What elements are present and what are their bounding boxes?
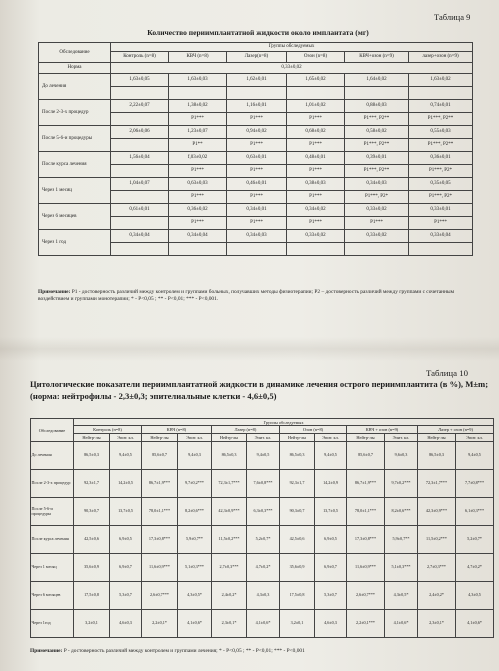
table9-cell-value: 2,22±0,07 <box>111 100 169 113</box>
table10-row <box>31 470 494 498</box>
table10-cell: 2,4±0,2* <box>212 582 247 610</box>
table9-cell-significance: P1*** <box>169 191 227 204</box>
table10-group-header: Озон (n=8) <box>280 426 347 434</box>
table9-cell-value: 0,33±0,02 <box>287 230 345 243</box>
table10-cell: 4,7±0,2* <box>247 554 280 582</box>
table9-cell-value: 0,33±0,01 <box>409 204 473 217</box>
table10-subheader-neutrophils: Нейтр-лы <box>74 434 110 442</box>
table10-cell: 2,2±0,1*** <box>347 610 385 638</box>
table9-cell-significance: P1*** <box>287 165 345 178</box>
table10-group-header: КВЧ (n=8) <box>142 426 212 434</box>
table10-cell: 5,9±0,7** <box>385 526 418 554</box>
table10-subheader-epithelial: Эпит. кл. <box>247 434 280 442</box>
table10-cell: 78,0±1,1*** <box>347 498 385 526</box>
table10-cell: 90,3±0,7 <box>280 498 315 526</box>
table10-cell: 6,3±0,3*** <box>247 498 280 526</box>
table10-cell: 13,7±0,5 <box>110 498 142 526</box>
table10-cell: 86,5±0,3 <box>74 442 110 470</box>
table10-cell: 4,6±0,3 <box>315 610 347 638</box>
table10-cell: 2,3±0,1* <box>212 610 247 638</box>
table10-cell: 2,6±0,7*** <box>142 582 178 610</box>
table10-cell: 9,4±0,5 <box>110 442 142 470</box>
table10-cell: 5,2±0,7* <box>247 526 280 554</box>
table9-cell-significance: P1*** <box>409 217 473 230</box>
table9-cell-significance <box>111 139 169 152</box>
table9-group-header: Лазер(n=8) <box>227 52 287 63</box>
table10-cell: 35,6±0,9 <box>280 554 315 582</box>
table9 <box>38 42 473 256</box>
table9-cell-significance <box>287 87 345 100</box>
table9-cell-significance <box>111 87 169 100</box>
table10-cell: 8,2±0,6*** <box>178 498 212 526</box>
table9-cell-value: 1,16±0,01 <box>227 100 287 113</box>
table9-cell-value: 1,63±0,02 <box>409 74 473 87</box>
table9-row <box>39 204 473 217</box>
table10-cell: 4,3±0,5* <box>385 582 418 610</box>
table9-title: Количество периимплантатной жидкости около имплантата (мг) <box>147 28 369 37</box>
table10-note-text: P - достоверность различий между контролем и группами лечения; * - P<0,05 ; ** - P<0,01; *** - P<0,001 <box>63 648 305 654</box>
table9-cell-significance <box>409 87 473 100</box>
table9-group-header: Контроль (n=8) <box>111 52 169 63</box>
table10-cell: 9,7±0,2*** <box>178 470 212 498</box>
table10-cell: 2,4±0,2* <box>418 582 456 610</box>
table10-cell: 4,3±0,5 <box>456 582 494 610</box>
table9-cell-value: 0,34±0,04 <box>169 230 227 243</box>
table10-cell: 90,3±0,7 <box>74 498 110 526</box>
table10-group-header: Лазер (n=8) <box>212 426 280 434</box>
table10-subheader-epithelial: Эпит. кл. <box>315 434 347 442</box>
table9-cell-significance: P1*** <box>227 165 287 178</box>
table9-cell-significance <box>111 217 169 230</box>
table10-cell: 9,4±0,5 <box>456 442 494 470</box>
table9-cell-value: 0,36±0,02 <box>169 204 227 217</box>
table10-cell: 13,7±0,5 <box>315 498 347 526</box>
table9-row <box>39 126 473 139</box>
table10-row-label: После 5-6-и процедуры <box>31 498 74 526</box>
table9-row-label: Через 1 год <box>39 230 111 256</box>
table9-row <box>39 74 473 87</box>
table9-group-header: КВЧ (n=8) <box>169 52 227 63</box>
table10-cell: 86,7±1,9*** <box>347 470 385 498</box>
table9-row-label: После курса лечения <box>39 152 111 178</box>
table9-cell-significance: P1***, P2** <box>345 113 409 126</box>
table9-cell-significance: P1*** <box>169 165 227 178</box>
table10-subheader-neutrophils: Нейтр-лы <box>212 434 247 442</box>
table10-subheader-neutrophils: Нейтр-лы <box>347 434 385 442</box>
table10-group-header: Контроль (n=8) <box>74 426 142 434</box>
table9-note-text: P1 - достоверность различий между контролем и группами больных, получавших методы физиотерапии; P2 – достоверность различий между группами с сочетанным воздействием и группами монотерапии; * - P<0,05 ; ** - P<0,01; *** - P<0,001. <box>38 289 454 302</box>
table10-row <box>31 498 494 526</box>
table10-cell: 5,9±0,7** <box>178 526 212 554</box>
table9-norm-value: 0,33±0,02 <box>111 63 473 74</box>
table9-norm-label: Норма <box>39 63 111 74</box>
table9-cell-significance: P1***, P2** <box>345 139 409 152</box>
table10-cell: 2,7±0,3*** <box>212 554 247 582</box>
table10-cell: 14,2±0,5 <box>110 470 142 498</box>
table10-row <box>31 554 494 582</box>
table9-cell-significance: P1*** <box>345 217 409 230</box>
table9-cell-significance: P1*** <box>287 217 345 230</box>
table9-cell-significance <box>169 243 227 256</box>
table9-row-label: После 2-3-х процедур <box>39 100 111 126</box>
table9-cell-value: 1,56±0,04 <box>111 152 169 165</box>
table10-subheader-epithelial: Эпит. кл. <box>456 434 494 442</box>
table9-cell-significance: P1*** <box>287 191 345 204</box>
table10-cell: 72,3±1,7*** <box>418 470 456 498</box>
table9-cell-significance: P1*** <box>227 139 287 152</box>
table9-cell-significance <box>345 87 409 100</box>
table10-cell: 5,3±0,7 <box>315 582 347 610</box>
table10-cell: 2,6±0,7*** <box>347 582 385 610</box>
table9-note-label: Примечание: <box>38 289 71 295</box>
table9-group-header: Озон (n=8) <box>287 52 345 63</box>
table9-cell-significance: P1***, P2** <box>409 139 473 152</box>
table10-subheader-epithelial: Эпит. кл. <box>110 434 142 442</box>
table9-cell-value: 0,88±0,03 <box>345 100 409 113</box>
table9-cell-value: 0,33±0,04 <box>409 230 473 243</box>
table9-cell-value: 1,64±0,02 <box>345 74 409 87</box>
table10-group-header: КВЧ + озон (n=9) <box>347 426 418 434</box>
table10-cell: 92,3±1,7 <box>280 470 315 498</box>
table10-row <box>31 442 494 470</box>
table10-row <box>31 582 494 610</box>
table9-cell-significance <box>111 113 169 126</box>
table10-note-label: Примечание: <box>30 648 63 654</box>
table10-cell: 7,7±0,8*** <box>456 470 494 498</box>
table10-group-header: Лазер + озон (n=9) <box>418 426 494 434</box>
table10-cell: 7,6±0,8*** <box>247 470 280 498</box>
table9-cell-value: 0,34±0,02 <box>287 204 345 217</box>
table9-cell-significance: P1***, P2** <box>345 165 409 178</box>
table9-cell-significance: P1***, P2** <box>409 113 473 126</box>
table10-subheader-neutrophils: Нейтр-лы <box>418 434 456 442</box>
table10-cell: 17,3±0,8*** <box>347 526 385 554</box>
table9-cell-significance <box>111 243 169 256</box>
table9-cell-value: 0,68±0,02 <box>287 126 345 139</box>
table9-groups-header: Группы обследуемых <box>111 43 473 52</box>
table10-cell: 35,6±0,9 <box>74 554 110 582</box>
table10-cell: 6,9±0,7 <box>315 554 347 582</box>
table10-cell: 42,5±0,6 <box>74 526 110 554</box>
table9-cell-value: 0,61±0,01 <box>111 204 169 217</box>
table10-cell: 42,3±0,9*** <box>212 498 247 526</box>
table10-groups-header: Группы обследуемых <box>74 419 494 426</box>
table10-cell: 9,6±0,3 <box>385 442 418 470</box>
table10-row-label: Через 6 месяцев <box>31 582 74 610</box>
table9-cell-significance: P1*** <box>227 217 287 230</box>
table10-cell: 17,5±0,8 <box>280 582 315 610</box>
table9-row <box>39 152 473 165</box>
table10-cell: 3,2±0,1 <box>280 610 315 638</box>
table9-cell-value: 0,58±0,02 <box>345 126 409 139</box>
table10-row-label: Через 1 месяц <box>31 554 74 582</box>
table10-row-label: После 2-3-х процедур <box>31 470 74 498</box>
table10-row <box>31 526 494 554</box>
table10-cell: 5,2±0,7* <box>456 526 494 554</box>
table9-cell-significance: P1*** <box>169 113 227 126</box>
table10-cell: 11,5±0,2*** <box>418 526 456 554</box>
table10-cell: 14,2±0,9 <box>315 470 347 498</box>
table10-cell: 5,3±0,7 <box>110 582 142 610</box>
table10-cell: 4,1±0,6* <box>178 610 212 638</box>
table9-cell-value: 0,48±0,01 <box>287 152 345 165</box>
table10-cell: 6,9±0,7 <box>110 554 142 582</box>
table9-cell-significance: P1*** <box>227 191 287 204</box>
table10-cell: 11,6±0,9*** <box>142 554 178 582</box>
page-fold <box>0 337 499 361</box>
table10-subheader-epithelial: Эпит. кл. <box>178 434 212 442</box>
table9-cell-value: 1,62±0,01 <box>227 74 287 87</box>
table10-cell: 4,3±0,5* <box>178 582 212 610</box>
table10-cell: 85,6±0,7 <box>347 442 385 470</box>
table9-cell-significance: P1*** <box>169 217 227 230</box>
table10-cell: 2,7±0,3*** <box>418 554 456 582</box>
table10-cell: 9,4±0,5 <box>315 442 347 470</box>
table9-col-header-survey: Обследование <box>39 43 111 63</box>
table9-cell-value: 0,33±0,02 <box>345 230 409 243</box>
table10-cell: 92,3±1,7 <box>74 470 110 498</box>
table10-cell: 9,7±0,2*** <box>385 470 418 498</box>
table9-row <box>39 100 473 113</box>
table10-title: Цитологические показатели периимплантатной жидкости в динамике лечения острого периимплантита (в %), M±m; (норма: нейтрофилы - 2,3±0,3; эпителиальные клетки - 4,6±0,5) <box>30 379 489 401</box>
table10-cell: 11,6±0,9*** <box>347 554 385 582</box>
table9-label: Таблица 9 <box>434 12 471 22</box>
table9-cell-significance: P1***, P2* <box>345 191 409 204</box>
table9-cell-value: 0,63±0,01 <box>227 152 287 165</box>
table10-cell: 42,3±0,9*** <box>418 498 456 526</box>
table9-row <box>39 178 473 191</box>
table9-row-label: После 5-6-и процедуры <box>39 126 111 152</box>
table10-cell: 17,5±0,8 <box>74 582 110 610</box>
table9-cell-significance: P1** <box>169 139 227 152</box>
table9-cell-value: 1,23±0,07 <box>169 126 227 139</box>
table9-cell-value: 0,35±0,05 <box>409 178 473 191</box>
table10-cell: 85,6±0,7 <box>142 442 178 470</box>
table10-cell: 8,2±0,6*** <box>385 498 418 526</box>
table9-cell-significance: P1***, P2* <box>409 165 473 178</box>
table10-cell: 5,1±0,3*** <box>385 554 418 582</box>
table9-row-label: Через 1 месяц <box>39 178 111 204</box>
table10-cell: 72,3±1,7*** <box>212 470 247 498</box>
table10-cell: 4,3±0,3 <box>247 582 280 610</box>
table9-cell-significance: P1*** <box>227 113 287 126</box>
table10-cell: 6,9±0,5 <box>110 526 142 554</box>
table9-cell-value: 0,46±0,01 <box>227 178 287 191</box>
table9-cell-value: 0,74±0,01 <box>409 100 473 113</box>
table9-note <box>38 289 478 302</box>
table10-cell: 4,1±0,6* <box>385 610 418 638</box>
table10-cell: 11,5±0,2*** <box>212 526 247 554</box>
table9-cell-value: 1,65±0,02 <box>287 74 345 87</box>
table10-subheader-neutrophils: Нейтр-лы <box>280 434 315 442</box>
table10-cell: 78,0±1,1*** <box>142 498 178 526</box>
table9-cell-significance <box>409 243 473 256</box>
table9-cell-significance <box>111 165 169 178</box>
table9-group-header: КВЧ+озон (n=9) <box>345 52 409 63</box>
table9-cell-significance <box>227 243 287 256</box>
table10-cell: 6,9±0,5 <box>315 526 347 554</box>
table9-cell-value: 0,34±0,04 <box>111 230 169 243</box>
table10-cell: 86,5±0,3 <box>212 442 247 470</box>
table10-cell: 9,4±0,5 <box>247 442 280 470</box>
table10-subheader-epithelial: Эпит. кл. <box>385 434 418 442</box>
table9-cell-value: 0,55±0,03 <box>409 126 473 139</box>
table9-cell-value: 0,38±0,03 <box>287 178 345 191</box>
table9-cell-value: 0,34±0,03 <box>345 178 409 191</box>
table10-cell: 4,6±0,3 <box>110 610 142 638</box>
table9-cell-value: 0,34±0,01 <box>227 204 287 217</box>
table9-cell-value: 1,63±0,05 <box>111 74 169 87</box>
table9-cell-significance <box>345 243 409 256</box>
table9-cell-value: 0,36±0,01 <box>409 152 473 165</box>
table10-cell: 4,7±0,2* <box>456 554 494 582</box>
table9-cell-significance: P1*** <box>287 113 345 126</box>
table9-cell-significance: P1*** <box>287 139 345 152</box>
table10-cell: 6,1±0,3*** <box>456 498 494 526</box>
table9-cell-significance <box>287 243 345 256</box>
table10-cell: 4,1±0,6* <box>247 610 280 638</box>
table9-cell-value: 0,33±0,02 <box>345 204 409 217</box>
table10-cell: 86,5±0,3 <box>280 442 315 470</box>
table10-cell: 2,3±0,1* <box>418 610 456 638</box>
table10-cell: 17,3±0,8*** <box>142 526 178 554</box>
table9-row <box>39 230 473 243</box>
table10-row-label: Через 1год <box>31 610 74 638</box>
table10-subheader-neutrophils: Нейтр-лы <box>142 434 178 442</box>
table10-cell: 86,5±0,3 <box>418 442 456 470</box>
table9-cell-significance <box>169 87 227 100</box>
table9-cell-value: 2,06±0,06 <box>111 126 169 139</box>
table10-cell: 9,4±0,3 <box>178 442 212 470</box>
table10-label: Таблица 10 <box>426 368 469 378</box>
table9-cell-value: 1,01±0,02 <box>287 100 345 113</box>
table10-row-label: После курса лечения <box>31 526 74 554</box>
table9-group-header: лазер+озон (n=9) <box>409 52 473 63</box>
table10-col-header-survey: Обследование <box>31 419 74 442</box>
table10-note <box>30 648 490 655</box>
table9-cell-value: 0,63±0,03 <box>169 178 227 191</box>
table9-row-label: До лечения <box>39 74 111 100</box>
table9-cell-value: f,03±0,02 <box>169 152 227 165</box>
table9-cell-significance <box>227 87 287 100</box>
table10-row <box>31 610 494 638</box>
table10 <box>30 418 494 638</box>
table10-cell: 86,7±1,9*** <box>142 470 178 498</box>
table10-cell: 42,5±0,6 <box>280 526 315 554</box>
table10-cell: 5,1±0,3*** <box>178 554 212 582</box>
table9-cell-value: 0,94±0,02 <box>227 126 287 139</box>
table10-cell: 3,2±0,1 <box>74 610 110 638</box>
table9-cell-value: 0,34±0,03 <box>227 230 287 243</box>
table9-cell-value: 1,38±0,02 <box>169 100 227 113</box>
table9-cell-value: 0,39±0,01 <box>345 152 409 165</box>
table9-cell-significance <box>111 191 169 204</box>
table10-cell: 4,1±0,6* <box>456 610 494 638</box>
table10-cell: 2,2±0,1* <box>142 610 178 638</box>
table9-cell-value: 1,63±0,03 <box>169 74 227 87</box>
table10-row-label: До лечения <box>31 442 74 470</box>
table9-row-label: Через 6 месяцев <box>39 204 111 230</box>
table9-cell-value: 1,04±0,07 <box>111 178 169 191</box>
table9-cell-significance: P1***, P2* <box>409 191 473 204</box>
